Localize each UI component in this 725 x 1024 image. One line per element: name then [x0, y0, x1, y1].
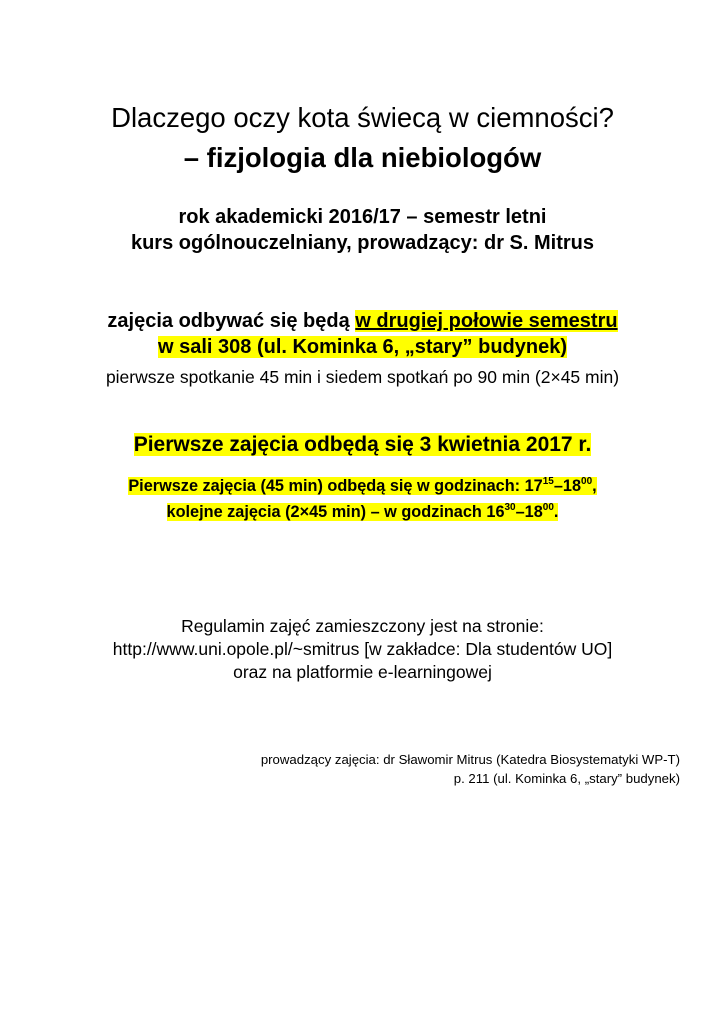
hours-line-2-end-hour: –18: [515, 503, 543, 521]
signature-line-1: prowadzący zajęcia: dr Sławomir Mitrus (Katedra Biosystematyki WP-T): [260, 752, 680, 767]
schedule-when-highlight: w drugiej połowie semestru: [355, 310, 618, 332]
hours-line-1-start-minutes: 15: [542, 476, 554, 487]
schedule-room-line: [0, 334, 725, 360]
title-line-2: – fizjologia dla niebiologów: [183, 142, 542, 173]
hours-line-2-text: kolejne zajęcia (2×45 min) – w godzinach 16: [166, 503, 505, 521]
schedule-intro: zajęcia odbywać się będą: [107, 310, 356, 332]
course-instructor-line: kurs ogólnouczelniany, prowadzący: dr S. Mitrus: [130, 232, 595, 254]
hours-line-1-punct: ,: [592, 477, 597, 495]
hours-line-1: [0, 473, 725, 499]
hours-line-1-highlight: [128, 477, 596, 495]
regulations-line-1: Regulamin zajęć zamieszczony jest na stronie:: [181, 616, 544, 636]
schedule-when-line: [0, 308, 725, 334]
hours-line-2-punct: .: [553, 503, 559, 521]
hours-line-2-end-minutes: 00: [542, 502, 554, 513]
title-line-1: Dlaczego oczy kota świecą w ciemności?: [111, 102, 614, 133]
first-class-announcement: [0, 430, 725, 460]
page-title: [0, 98, 725, 178]
instructor-signature: [261, 750, 680, 788]
hours-line-1-end-hour: –18: [553, 477, 582, 495]
hours-line-1-end-minutes: 00: [581, 476, 593, 487]
regulations-block: [0, 615, 725, 684]
hours-line-2: [0, 499, 725, 525]
hours-line-2-highlight: [167, 503, 559, 521]
schedule-room-highlight: w sali 308 (ul. Kominka 6, „stary” budynek): [157, 336, 568, 358]
signature-line-2: p. 211 (ul. Kominka 6, „stary” budynek): [453, 771, 680, 786]
regulations-url-line: http://www.uni.opole.pl/~smitrus [w zakładce: Dla studentów UO]: [112, 639, 613, 659]
regulations-line-3: oraz na platformie e-learningowej: [233, 662, 492, 682]
schedule-meetings: pierwsze spotkanie 45 min i siedem spotkań po 90 min (2×45 min): [105, 367, 620, 387]
course-year-line: rok akademicki 2016/17 – semestr letni: [178, 206, 547, 228]
course-info: [0, 204, 725, 256]
hours-line-2-start-minutes: 30: [504, 502, 516, 513]
schedule-block: [0, 308, 725, 360]
hours-line-1-text: Pierwsze zajęcia (45 min) odbędą się w godzinach: 17: [128, 477, 543, 495]
first-class-hours: [0, 473, 725, 525]
first-class-date-highlight: Pierwsze zajęcia odbędą się 3 kwietnia 2017 r.: [133, 433, 592, 456]
